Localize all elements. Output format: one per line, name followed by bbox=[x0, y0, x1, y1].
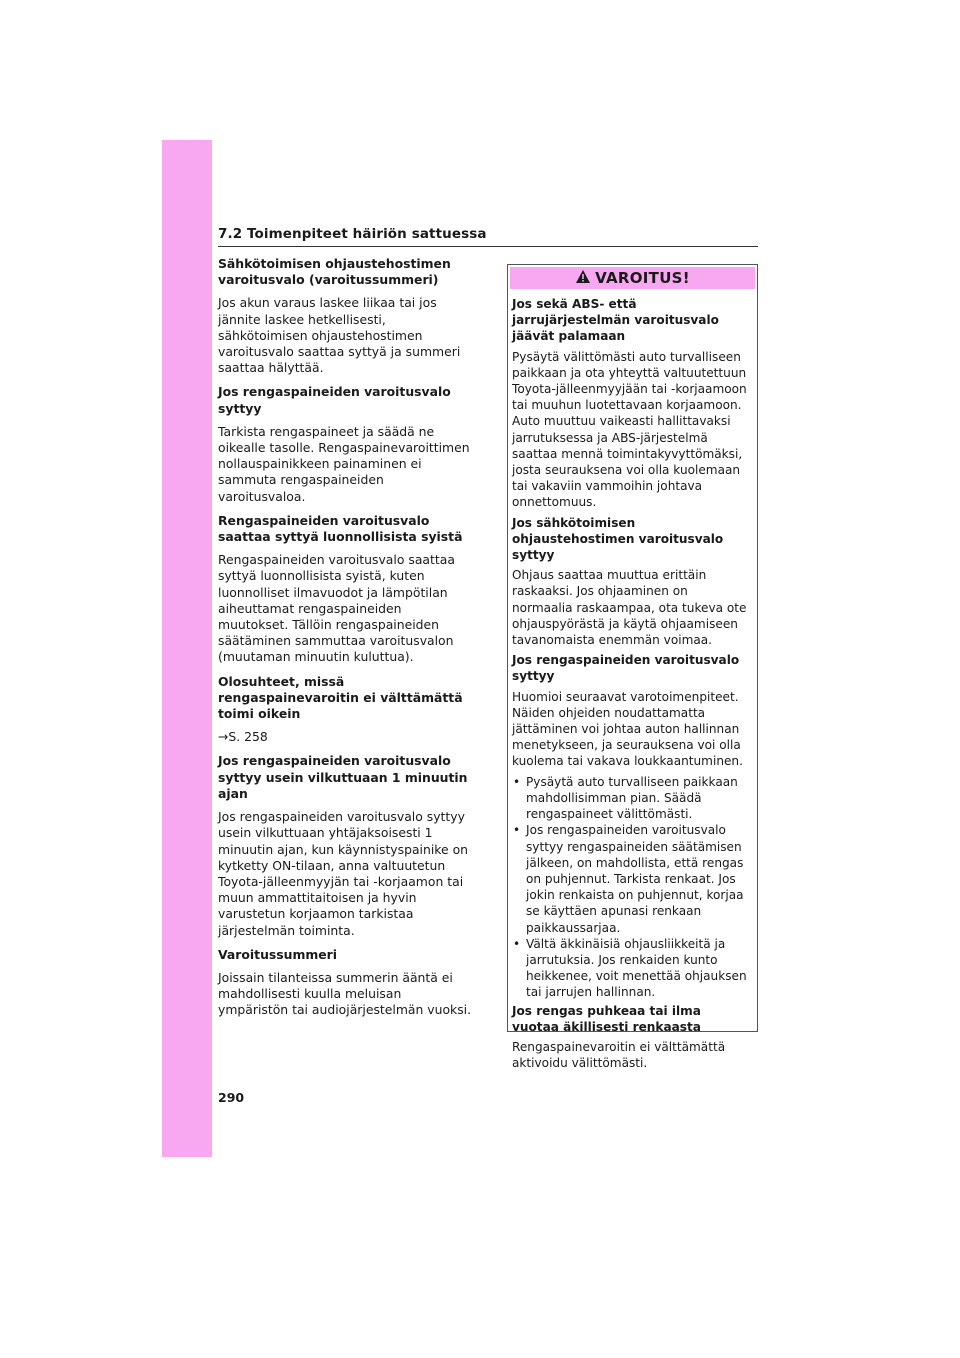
warn-heading-tire-pressure: Jos rengaspaineiden varoitusvalo syttyy bbox=[512, 653, 740, 684]
list-item: • Vältä äkkinäisiä ohjausliikkeitä ja jarrutuksia. Jos renkaiden kunto heikkenee, voit menettää ohjauksen tai jarrujen hallinnan. bbox=[512, 936, 751, 1001]
warning-header bbox=[510, 267, 755, 289]
heading-tire-pressure-light: Jos rengaspaineiden varoitusvalo syttyy bbox=[218, 384, 451, 416]
heading-blinking-light: Jos rengaspaineiden varoitusvalo syttyy usein vilkuttuaan 1 minuutin ajan bbox=[218, 753, 468, 801]
warn-heading-puncture: Jos rengas puhkeaa tai ilma vuotaa äkillisesti renkaasta bbox=[512, 1003, 701, 1034]
warn-text-tire-pressure: Huomioi seuraavat varotoimenpiteet. Näiden ohjeiden noudattamatta jättäminen voi johtaa auton hallinnan menetykseen, ja seurauksena voi olla kuolema tai vakava loukkaantuminen. bbox=[512, 689, 743, 769]
warn-heading-power-steering: Jos sähkötoimisen ohjaustehostimen varoitusvalo syttyy bbox=[512, 515, 724, 563]
page-header bbox=[218, 226, 758, 247]
page-reference-link[interactable]: →S. 258 bbox=[218, 729, 268, 745]
warning-body bbox=[508, 289, 757, 1071]
text-warning-buzzer: Joissain tilanteissa summerin ääntä ei mahdollisesti kuulla meluisan ympäristön tai audiojärjestelmän vuoksi. bbox=[218, 969, 472, 1018]
left-column bbox=[218, 256, 473, 1027]
heading-power-steering-light: Sähkötoimisen ohjaustehostimen varoitusvalo (varoitussummeri) bbox=[218, 256, 451, 288]
text-tire-pressure-light: Tarkista rengaspaineet ja säädä ne oikealle tasolle. Rengaspainevaroittimen nollauspainikkeen painaminen ei sammuta rengaspaineiden varoitusvaloa. bbox=[218, 423, 470, 504]
text-blinking-light: Jos rengaspaineiden varoitusvalo syttyy usein vilkuttuaan yhtäjaksoisesti 1 minuutin ajan, kun käynnistyspainike on kytketty ON-tilaan, anna valtuutetun Toyota-jälleenmyyjän tai -korjaamon tai muun ammattitaitoisen ja hyvin varustetun korjaamon tarkistaa järjestelmän toiminta. bbox=[218, 809, 469, 938]
warn-text-abs-brake: Pysäytä välittömästi auto turvalliseen paikkaan ja ota yhteyttä valtuutettuun Toyota-jälleenmyyjään tai -korjaamoon tai muuhun luotettavaan korjaamoon. Auto muuttuu vaikeasti hallittavaksi jarrutuksessa ja ABS-järjestelmä saattaa mennä toimintakyvyttömäksi, josta seurauksena voi olla kuolemaan tai vakaviin vammoihin johtava onnettomuus. bbox=[512, 349, 747, 510]
warning-triangle-icon bbox=[575, 269, 595, 288]
text-power-steering-light: Jos akun varaus laskee liikaa tai jos jännite laskee hetkellisesti, sähkötoimisen ohjaustehostimen varoitusvalo saattaa syttyä ja summeri saattaa hälyttää. bbox=[218, 295, 461, 376]
header-divider bbox=[218, 246, 758, 247]
section-title: 7.2 Toimenpiteet häiriön sattuessa bbox=[218, 226, 487, 242]
heading-natural-causes: Rengaspaineiden varoitusvalo saattaa syttyä luonnollisista syistä bbox=[218, 512, 463, 545]
warn-text-power-steering: Ohjaus saattaa muuttua erittäin raskaaksi. Jos ohjaaminen on normaalia raskaampaa, ota tukeva ote ohjauspyörästä ja käytä ohjaamiseen tavanomaista enemmän voimaa. bbox=[512, 568, 747, 648]
warn-heading-abs-brake: Jos sekä ABS- että jarrujärjestelmän varoitusvalo jäävät palamaan bbox=[512, 297, 719, 344]
section-side-tab bbox=[162, 140, 212, 1157]
heading-conditions: Olosuhteet, missä rengaspainevaroitin ei välttämättä toimi oikein bbox=[218, 673, 463, 722]
warn-bullet-list bbox=[512, 774, 751, 1001]
warning-box bbox=[507, 264, 758, 1071]
page-number: 290 bbox=[218, 1090, 245, 1105]
warn-text-puncture: Rengaspainevaroitin ei välttämättä aktivoidu välittömästi. bbox=[512, 1039, 726, 1071]
heading-warning-buzzer: Varoitussummeri bbox=[218, 946, 338, 962]
text-natural-causes: Rengaspaineiden varoitusvalo saattaa syttyä luonnollisista syistä, kuten luonnolliset ilmavuodot ja lämpötilan aiheuttamat rengaspaineiden muutokset. Tällöin rengaspaineiden säätäminen sammuttaa varoitusvalon (muutaman minuutin kuluttua). bbox=[218, 552, 455, 665]
warning-label: VAROITUS! bbox=[595, 269, 690, 287]
list-item: • Jos rengaspaineiden varoitusvalo syttyy rengaspaineiden säätämisen jälkeen, on mahdollista, että rengas on puhjennut. Tarkista renkaat. Jos jokin renkaista on puhjennut, korjaa se käyttäen apunasi renkaan paikkaussarjaa. bbox=[512, 822, 751, 935]
list-item: • Pysäytä auto turvalliseen paikkaan mahdollisimman pian. Säädä rengaspaineet välittömästi. bbox=[512, 774, 751, 823]
